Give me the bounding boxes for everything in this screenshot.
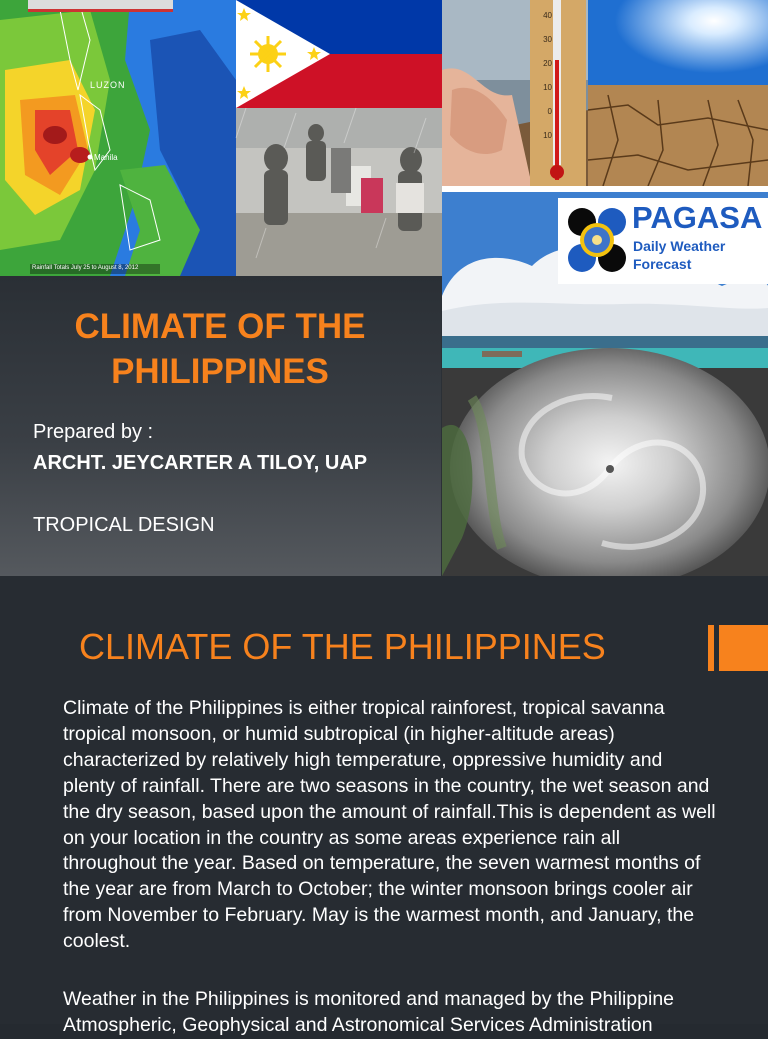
content-slide xyxy=(0,576,768,1036)
pagasa-tagline-2: Forecast xyxy=(633,256,692,272)
pagasa-logo-box xyxy=(558,198,768,284)
thermometer-photo xyxy=(442,0,588,186)
philippine-flag-image xyxy=(236,0,442,108)
thermometer-scale: 40 30 20 10 0 10 xyxy=(543,11,552,140)
drought-sun-photo xyxy=(588,0,768,186)
presentation-title: CLIMATE OF THE PHILIPPINES xyxy=(74,307,366,391)
author-name: ARCHT. JEYCARTER A TILOY, UAP xyxy=(33,452,368,474)
rainfall-map-image xyxy=(0,0,236,276)
typhoon-satellite-image xyxy=(442,368,768,576)
pagasa-tagline-1: Daily Weather xyxy=(633,238,726,254)
map-caption: Rainfall Totals July 25 to August 8, 2012 xyxy=(32,265,139,271)
accent-bar-block xyxy=(719,625,768,671)
flood-photo xyxy=(236,108,442,276)
climate-paragraph: Climate of the Philippines is either tropical rainforest, tropical savanna tropical monsoon, or humid subtropical (in higher-altitude areas) characterized by relatively high temperature, oppressive humidity and plenty of rainfall. There are two seasons in the country, the wet season and the dry season, based upon the amount of rainfall.This is dependent as well on your location in the country as some areas experience rain all throughout the year. Based on temperature, the seven warmest months of the year are from March to October; the winter monsoon brings cooler air from November to February. May is the warmest month, and January, the coolest. xyxy=(63,697,716,953)
slide-title: CLIMATE OF THE PHILIPPINES xyxy=(79,626,606,667)
pagasa-logo-icon xyxy=(562,198,632,284)
map-label-luzon: LUZON xyxy=(90,80,126,90)
weather-paragraph: Weather in the Philippines is monitored and managed by the Philippine Atmospheric, Geophysical and Astronomical Services Administration xyxy=(63,988,675,1036)
title-panel xyxy=(0,276,441,576)
course-name: TROPICAL DESIGN xyxy=(33,514,215,536)
beach-photo xyxy=(442,186,768,368)
prepared-by-label: Prepared by : xyxy=(33,421,154,443)
map-label-manila: Manila xyxy=(94,153,118,162)
pagasa-name: PAGASA xyxy=(632,200,763,235)
accent-bar-thin xyxy=(708,625,714,671)
